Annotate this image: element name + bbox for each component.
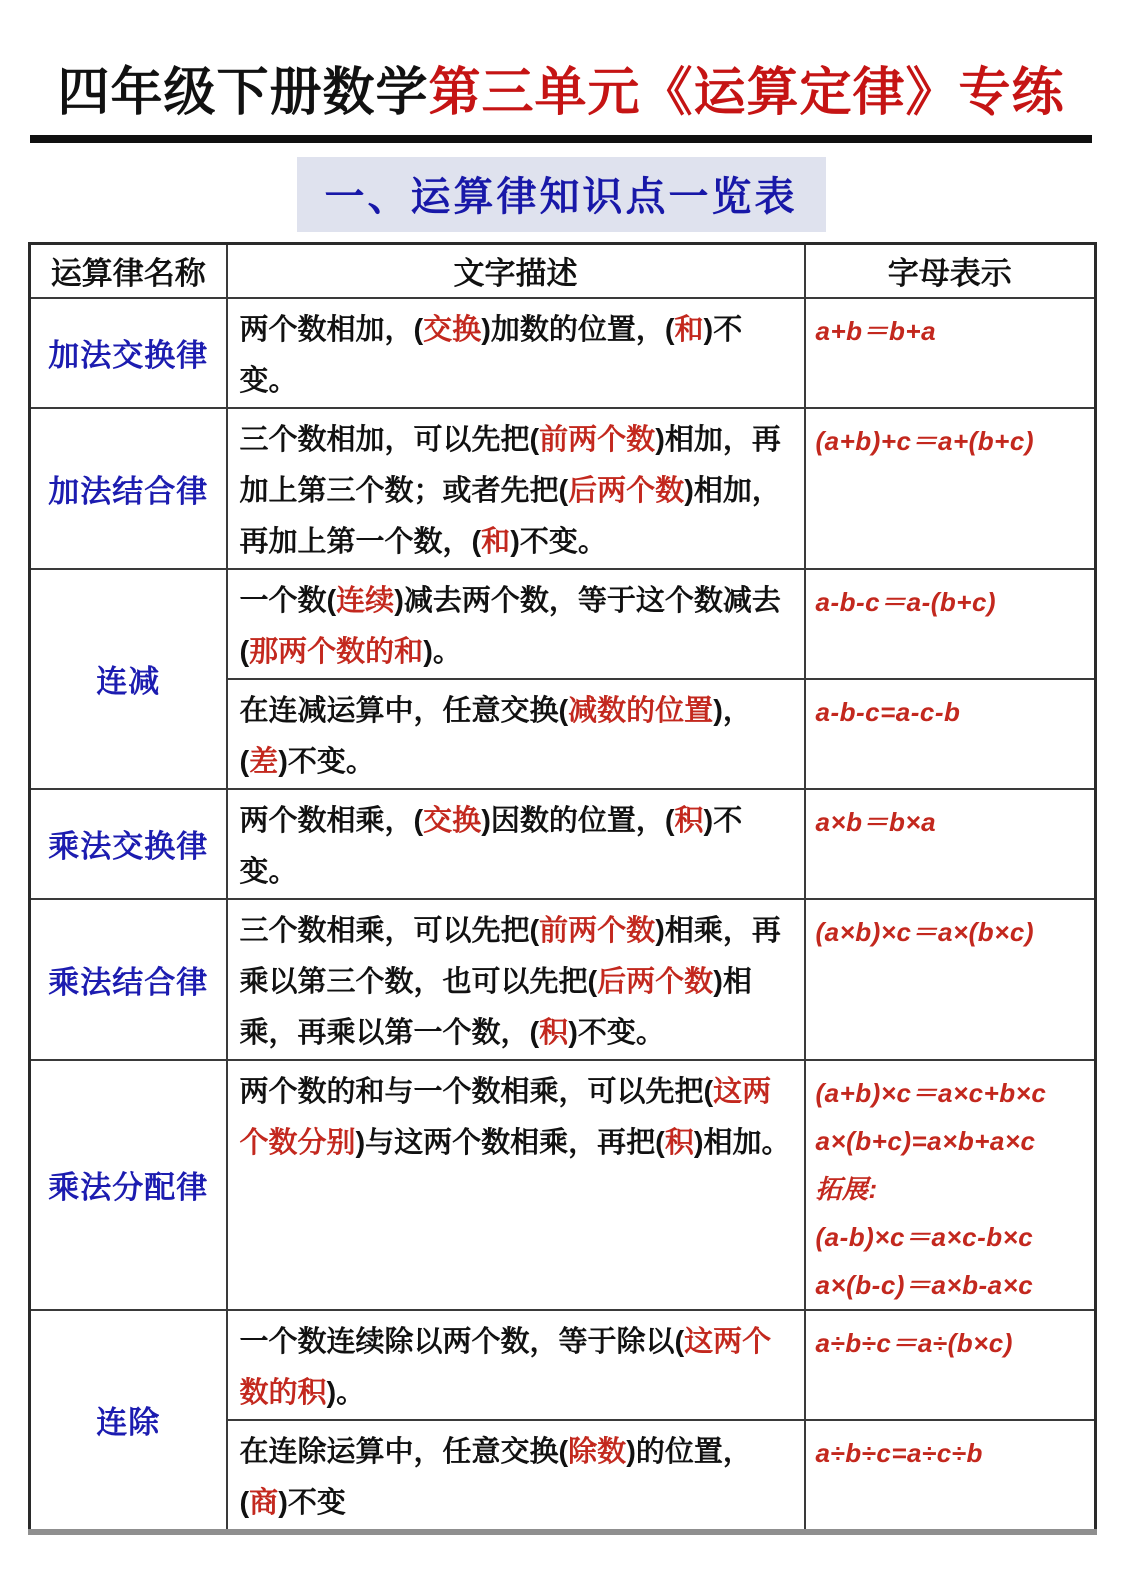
law-formula-cell: (a+b)×c＝a×c+b×c a×(b+c)=a×b+a×c 拓展: (a-b)×c＝a×c-b×c a×(b-c)＝a×b-a×c xyxy=(805,1060,1096,1310)
law-name-cell: 加法交换律 xyxy=(30,298,227,408)
law-description-cell: 三个数相乘，可以先把(前两个数)相乘，再乘以第三个数，也可以先把(后两个数)相乘，再乘以第一个数，(积)不变。 xyxy=(227,899,805,1060)
law-description-cell: 三个数相加，可以先把(前两个数)相加，再加上第三个数；或者先把(后两个数)相加，再加上第一个数，(和)不变。 xyxy=(227,408,805,569)
law-name-cell: 乘法结合律 xyxy=(30,899,227,1060)
table-row-serial-division-1 xyxy=(30,1310,1096,1420)
title-divider xyxy=(30,135,1092,143)
table-row-multiplication-distributive xyxy=(30,1060,1096,1310)
law-description-cell: 两个数的和与一个数相乘，可以先把(这两个数分别)与这两个数相乘，再把(积)相加。 xyxy=(227,1060,805,1310)
law-formula-cell: (a×b)×c＝a×(b×c) xyxy=(805,899,1096,1060)
law-name-cell: 连减 xyxy=(30,569,227,789)
law-formula-cell: a-b-c＝a-(b+c) xyxy=(805,569,1096,679)
law-name-cell: 乘法交换律 xyxy=(30,789,227,899)
law-formula-cell: a÷b÷c=a÷c÷b xyxy=(805,1420,1096,1532)
section-heading: 一、运算律知识点一览表 xyxy=(297,157,826,232)
law-name-cell: 乘法分配律 xyxy=(30,1060,227,1310)
table-row-addition-commutative xyxy=(30,298,1096,408)
column-header-description: 文字描述 xyxy=(227,244,805,298)
law-name-cell: 连除 xyxy=(30,1310,227,1532)
law-description-cell: 一个数(连续)减去两个数，等于这个数减去(那两个数的和)。 xyxy=(227,569,805,679)
law-formula-cell: (a+b)+c＝a+(b+c) xyxy=(805,408,1096,569)
table-header-row xyxy=(30,244,1096,298)
column-header-law-name: 运算律名称 xyxy=(30,244,227,298)
table-row-multiplication-associative xyxy=(30,899,1096,1060)
law-formula-cell: a÷b÷c＝a÷(b×c) xyxy=(805,1310,1096,1420)
page-title xyxy=(28,50,1094,125)
law-description-cell: 在连减运算中，任意交换(减数的位置)，(差)不变。 xyxy=(227,679,805,789)
table-row-serial-subtraction-1 xyxy=(30,569,1096,679)
law-formula-cell: a×b＝b×a xyxy=(805,789,1096,899)
column-header-formula: 字母表示 xyxy=(805,244,1096,298)
page-title-red-part: 第三单元《运算定律》专练 xyxy=(428,64,1065,122)
law-description-cell: 一个数连续除以两个数，等于除以(这两个数的积)。 xyxy=(227,1310,805,1420)
section-heading-wrap xyxy=(28,157,1094,232)
operation-laws-table xyxy=(28,242,1097,1535)
law-description-cell: 两个数相乘，(交换)因数的位置，(积)不变。 xyxy=(227,789,805,899)
law-description-cell: 在连除运算中，任意交换(除数)的位置，(商)不变 xyxy=(227,1420,805,1532)
law-name-cell: 加法结合律 xyxy=(30,408,227,569)
law-formula-cell: a-b-c=a-c-b xyxy=(805,679,1096,789)
law-formula-cell: a+b＝b+a xyxy=(805,298,1096,408)
table-row-multiplication-commutative xyxy=(30,789,1096,899)
page-title-black-part: 四年级下册数学 xyxy=(57,64,429,122)
table-row-addition-associative xyxy=(30,408,1096,569)
law-description-cell: 两个数相加，(交换)加数的位置，(和)不变。 xyxy=(227,298,805,408)
